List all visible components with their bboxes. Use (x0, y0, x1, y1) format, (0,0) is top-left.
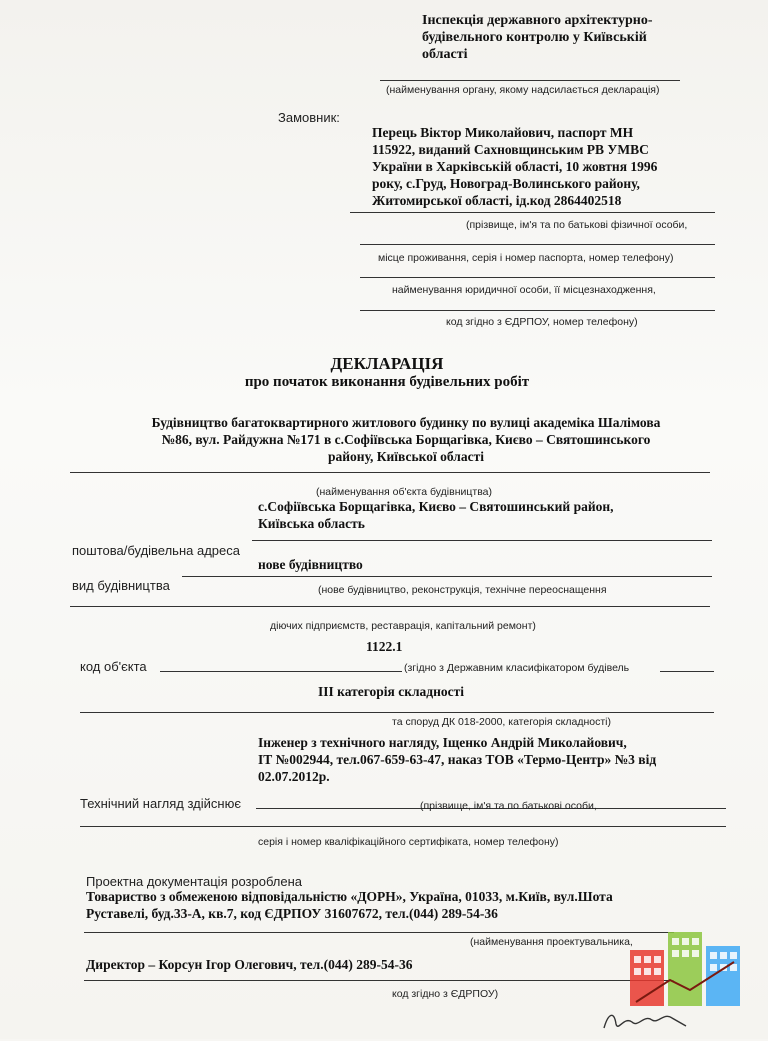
supervision-label: Технічний нагляд здійснює (80, 796, 241, 811)
supervision-underline (80, 826, 726, 827)
customer-details (372, 124, 712, 209)
address-line: Київська область (258, 516, 365, 531)
object-name (76, 414, 736, 465)
authority-line: Інспекція державного архітектурно- (422, 13, 653, 28)
authority-underline (380, 80, 680, 81)
design-caption: код згідно з ЄДРПОУ) (392, 988, 499, 1000)
design-details (86, 888, 706, 922)
address-label: поштова/будівельна адреса (72, 543, 240, 558)
object-underline (70, 472, 710, 473)
supervision-details (258, 734, 728, 785)
object-caption: (найменування об'єкта будівництва) (316, 486, 492, 498)
code-caption: (згідно з Державним класифікатором будівель (404, 662, 630, 674)
customer-caption: найменування юридичної особи, її місцезнаходження, (392, 284, 656, 296)
customer-caption: (прізвище, ім'я та по батькові фізичної особи, (466, 219, 688, 231)
type-underline (182, 576, 712, 577)
customer-line: Перець Віктор Миколайович, паспорт МН (372, 125, 634, 140)
customer-line: 115922, виданий Сахновщинським РВ УМВС (372, 142, 649, 157)
category-caption: та споруд ДК 018-2000, категорія складності) (392, 716, 612, 728)
building-logo-icon (630, 928, 750, 1008)
customer-label: Замовник: (278, 110, 340, 125)
design-line: Руставелі, буд.33-А, кв.7, код ЄДРПОУ 31607672, тел.(044) 289-54-36 (86, 906, 498, 921)
design-caption: (найменування проектувальника, (470, 936, 633, 948)
declaration-title: ДЕКЛАРАЦІЯ (330, 354, 444, 373)
customer-underline (360, 277, 715, 278)
design-line: Товариство з обмеженою відповідальністю «ДОРН», Україна, 01033, м.Київ, вул.Шота (86, 889, 613, 904)
construction-type-value: нове будівництво (258, 557, 363, 572)
design-underline (84, 932, 674, 933)
customer-caption: місце проживання, серія і номер паспорта, номер телефону) (378, 252, 674, 264)
declaration-subtitle: про початок виконання будівельних робіт (244, 374, 530, 390)
object-code-value: 1122.1 (366, 639, 403, 654)
authority-line: області (422, 47, 468, 62)
object-code-label: код об'єкта (80, 659, 147, 674)
code-underline (160, 671, 402, 672)
code-underline (660, 671, 714, 672)
design-label: Проектна документація розроблена (86, 874, 303, 889)
supervision-line: Інженер з технічного нагляду, Іщенко Андрій Миколайович, (258, 735, 627, 750)
supervision-line: ІТ №002944, тел.067-659-63-47, наказ ТОВ «Термо-Центр» №3 від (258, 752, 657, 767)
customer-underline (360, 310, 715, 311)
object-name-line: Будівництво багатоквартирного житлового будинку по вулиці академіка Шалімова (151, 415, 661, 430)
supervision-line: 02.07.2012р. (258, 769, 330, 784)
authority-block (422, 12, 722, 63)
type-caption: (нове будівництво, реконструкція, технічне переоснащення (318, 584, 607, 596)
supervision-caption: (прізвище, ім'я та по батькові особи, (420, 800, 597, 812)
object-name-line: району, Київської області (328, 449, 484, 464)
supervision-caption: серія і номер кваліфікаційного сертифіката, номер телефону) (258, 836, 559, 848)
category-value: ІІІ категорія складності (318, 684, 465, 699)
object-name-line: №86, вул. Райдужна №171 в с.Софіївська Борщагівка, Києво – Святошинського (161, 432, 651, 447)
address-underline (252, 540, 712, 541)
director-underline (84, 980, 674, 981)
customer-caption: код згідно з ЄДРПОУ, номер телефону) (446, 316, 638, 328)
customer-line: України в Харківській області, 10 жовтня 1996 (372, 159, 658, 174)
address-line: с.Софіївська Борщагівка, Києво – Святошинський район, (258, 499, 614, 514)
authority-line: будівельного контролю у Київській (422, 30, 647, 45)
type-underline (70, 606, 710, 607)
construction-type-label: вид будівництва (72, 578, 170, 593)
authority-caption: (найменування органу, якому надсилається декларація) (386, 84, 660, 96)
customer-line: Житомирської області, ід.код 2864402518 (372, 193, 622, 208)
category-underline (80, 712, 714, 713)
director-line: Директор – Корсун Ігор Олегович, тел.(044) 289-54-36 (86, 957, 413, 972)
signature-icon (598, 1002, 698, 1036)
customer-underline (350, 212, 715, 213)
address-value (258, 498, 708, 532)
customer-line: року, с.Груд, Новоград-Волинського району, (372, 176, 640, 191)
type-caption: діючих підприємств, реставрація, капітальний ремонт) (270, 620, 536, 632)
customer-underline (360, 244, 715, 245)
